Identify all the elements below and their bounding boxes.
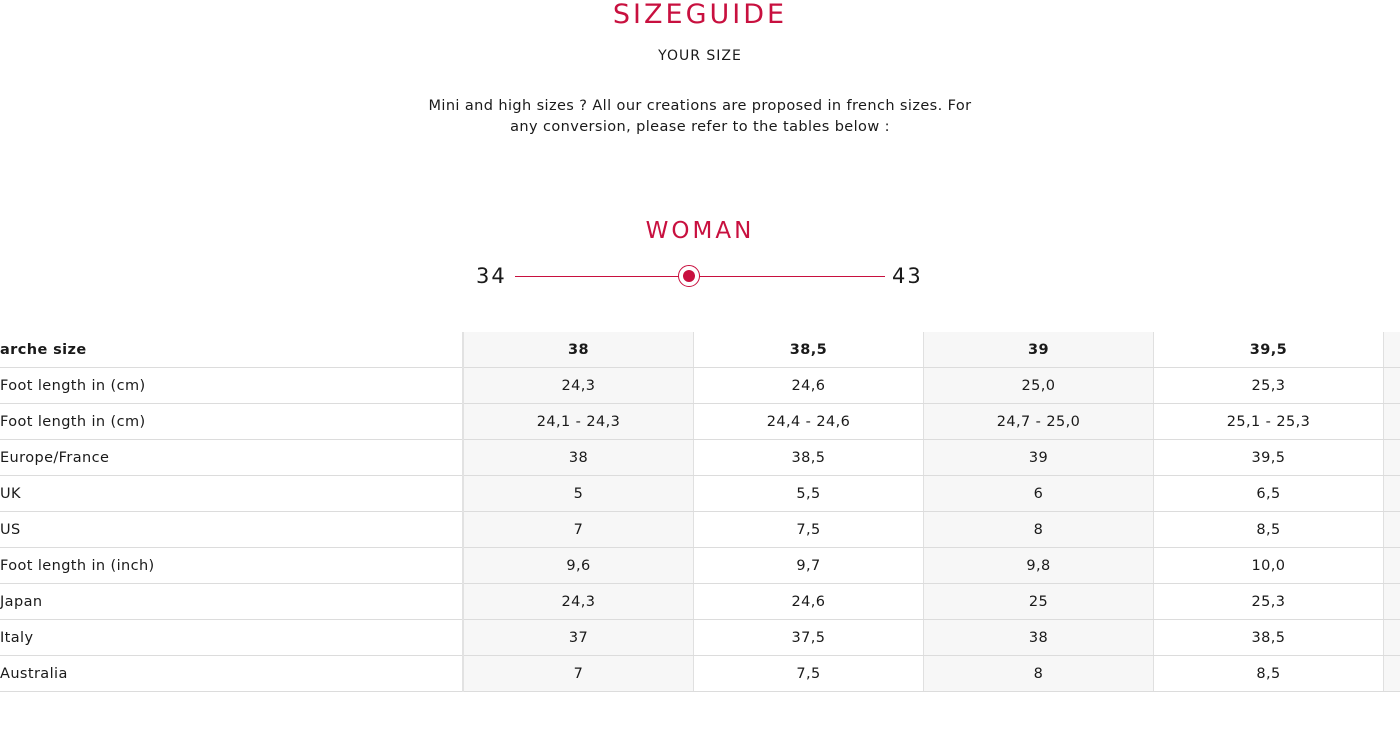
table-cell: 8 (924, 512, 1154, 548)
slider-handle-dot (683, 270, 695, 282)
table-cell-overflow (1384, 584, 1400, 620)
table-cell-overflow (1384, 440, 1400, 476)
table-cell-overflow (1384, 332, 1400, 368)
page-subtitle: YOUR SIZE (658, 48, 742, 64)
table-cell: 25,3 (1154, 584, 1384, 620)
column-header-cell: 38,5 (694, 332, 924, 368)
table-cell: 6 (924, 476, 1154, 512)
row-label: Foot length in (inch) (0, 548, 463, 584)
column-header-cell: 39,5 (1154, 332, 1384, 368)
table-cell: 5 (463, 476, 694, 512)
table-cell: 7,5 (694, 656, 924, 692)
table-row (0, 368, 1400, 404)
table-cell: 10,0 (1154, 548, 1384, 584)
table-cell: 24,7 - 25,0 (924, 404, 1154, 440)
table-cell: 37,5 (694, 620, 924, 656)
row-label: Australia (0, 656, 463, 692)
size-slider-handle[interactable] (678, 265, 700, 287)
size-table-scroll-area[interactable] (0, 332, 1400, 694)
row-label: Italy (0, 620, 463, 656)
row-label: Foot length in (cm) (0, 368, 463, 404)
table-cell: 24,1 - 24,3 (463, 404, 694, 440)
table-cell-overflow (1384, 368, 1400, 404)
table-cell: 5,5 (694, 476, 924, 512)
table-cell-overflow (1384, 620, 1400, 656)
table-cell-overflow (1384, 404, 1400, 440)
table-cell: 9,6 (463, 548, 694, 584)
table-row (0, 548, 1400, 584)
table-cell: 25,0 (924, 368, 1154, 404)
row-label: arche size (0, 332, 463, 368)
intro-text: Mini and high sizes ? All our creations are proposed in french sizes. For any conversion, please refer to the tables below : (428, 98, 972, 135)
row-label: Japan (0, 584, 463, 620)
table-cell: 6,5 (1154, 476, 1384, 512)
column-header-cell: 38 (463, 332, 694, 368)
slider-min-label: 34 (476, 264, 507, 288)
table-row (0, 620, 1400, 656)
size-slider-track[interactable] (515, 276, 885, 277)
column-header-cell: 39 (924, 332, 1154, 368)
table-cell: 24,6 (694, 584, 924, 620)
table-cell: 24,3 (463, 368, 694, 404)
table-cell-overflow (1384, 656, 1400, 692)
table-cell: 24,6 (694, 368, 924, 404)
page-title: SIZEGUIDE (612, 0, 788, 30)
table-cell: 8,5 (1154, 656, 1384, 692)
table-header-row (0, 332, 1400, 368)
table-cell: 37 (463, 620, 694, 656)
table-cell: 39 (924, 440, 1154, 476)
row-label: Europe/France (0, 440, 463, 476)
table-cell: 25,3 (1154, 368, 1384, 404)
table-cell: 7 (463, 512, 694, 548)
table-row (0, 476, 1400, 512)
table-cell: 39,5 (1154, 440, 1384, 476)
table-row (0, 584, 1400, 620)
table-row (0, 440, 1400, 476)
table-cell-overflow (1384, 548, 1400, 584)
row-label: Foot length in (cm) (0, 404, 463, 440)
table-cell: 24,3 (463, 584, 694, 620)
table-cell: 38 (463, 440, 694, 476)
table-cell: 25,1 - 25,3 (1154, 404, 1384, 440)
section-title-woman: WOMAN (645, 218, 755, 244)
table-cell: 8 (924, 656, 1154, 692)
table-cell: 9,7 (694, 548, 924, 584)
slider-max-label: 43 (892, 264, 923, 288)
row-label: UK (0, 476, 463, 512)
row-label: US (0, 512, 463, 548)
table-cell: 8,5 (1154, 512, 1384, 548)
table-cell: 7 (463, 656, 694, 692)
table-cell: 9,8 (924, 548, 1154, 584)
table-row (0, 656, 1400, 692)
table-cell: 7,5 (694, 512, 924, 548)
table-cell: 38,5 (1154, 620, 1384, 656)
table-row (0, 512, 1400, 548)
table-cell: 38,5 (694, 440, 924, 476)
table-cell-overflow (1384, 512, 1400, 548)
table-row (0, 404, 1400, 440)
table-cell: 25 (924, 584, 1154, 620)
size-conversion-table (0, 332, 1400, 692)
table-cell-overflow (1384, 476, 1400, 512)
table-cell: 24,4 - 24,6 (694, 404, 924, 440)
table-cell: 38 (924, 620, 1154, 656)
